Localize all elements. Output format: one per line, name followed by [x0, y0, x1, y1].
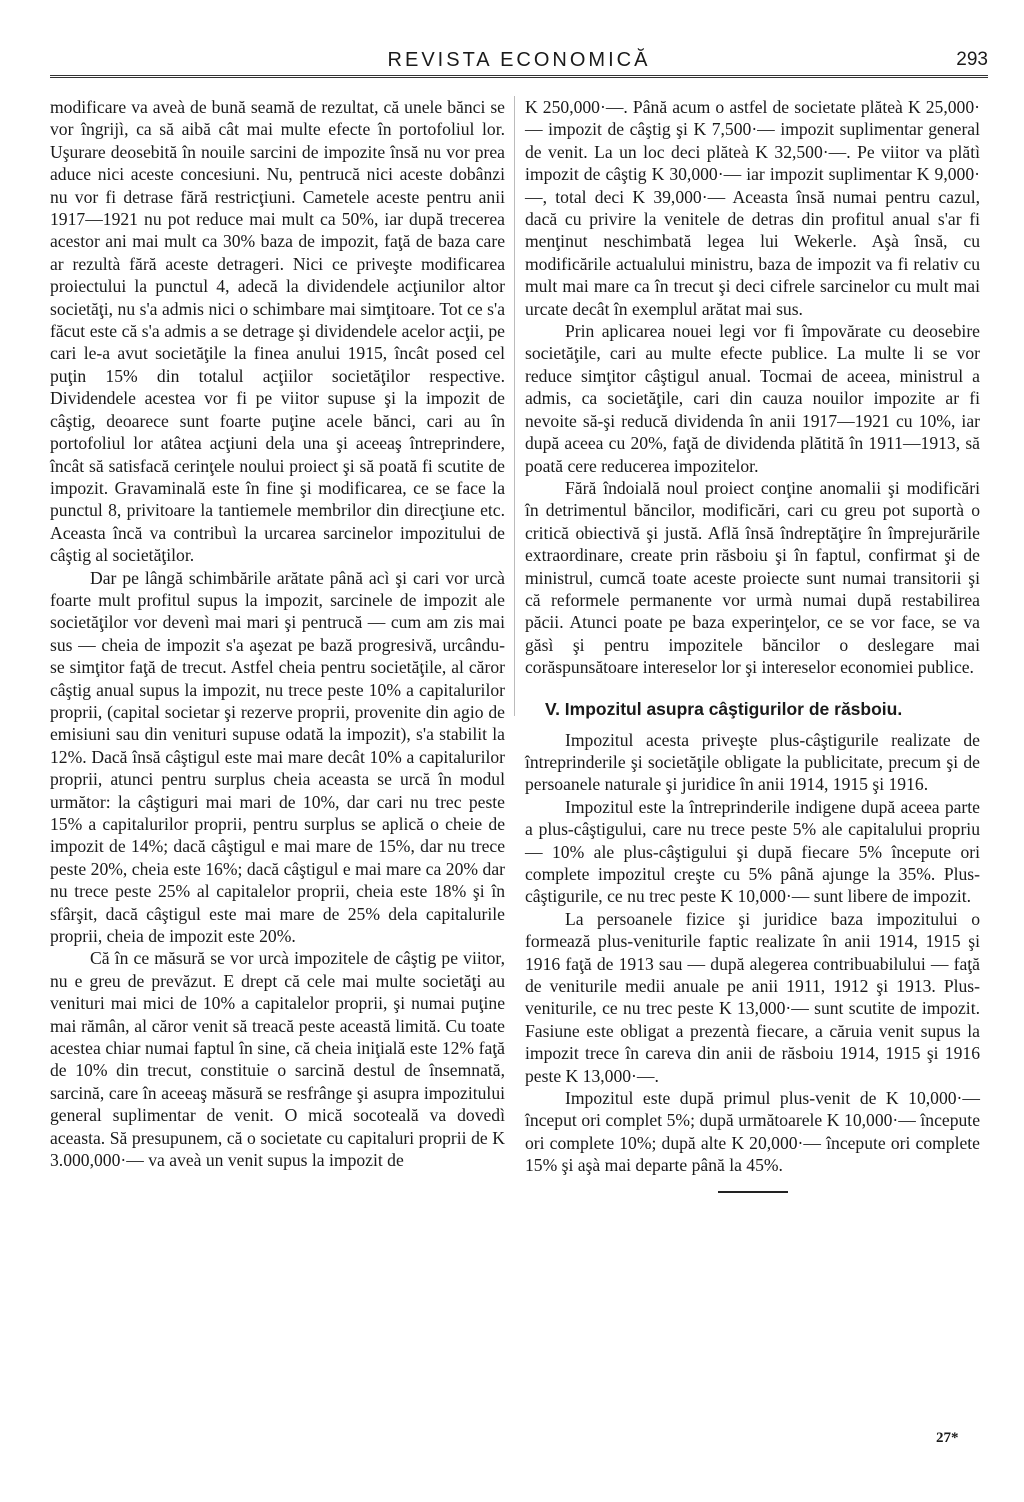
paragraph: Impozitul este după primul plus-venit de K 10,000·— început ori complet 5%; după următoarele K 10,000·— începute ori complete 10%; după alte K 20,000·— începute ori complete 15% şi aşà mai departe până la 45%.: [525, 1088, 980, 1176]
paragraph: modificare va aveà de bună seamă de rezultat, că unele bănci se vor îngrijì, ca să aibă cât mai multe efecte în portofoliul lor. Uşurare deosebită în nouile sarcini de impozite însă nu vor prea aduce nici aceste concesiuni. Nu, pentrucă nici aceste dobânzi nu vor fi detrase fără restricţiuni. Cametele aceste pentru anii 1917—1921 nu pot reduce mai mult ca 50%, iar după trecerea acestor ani mai mult ca 30% baza de impozit, faţă de baza care ar rezultà fără aceste detrageri. Nici ce priveşte modificarea proiectului la punctul 4, adecă la dividendele acţiunilor altor societăţi, nu s'a admis nici o schimbare mai simţitoare. Tot ce s'a făcut este că s'a admis a se detrage şi dividendele acelor acţii, pe cari le-a avut societăţile la finea anului 1915, încât posed cel puţin 15% din totalul acţiilor societăţilor respective. Dividendele acestea vor fi pe viitor supuse şi la impozit de câştig, deoarece sunt foarte puţine acele bănci, cari au în portofoliul lor atâtea acţiuni dela una şi aceeaş întreprindere, încât să satisfacă cerinţele noului proiect şi să poată fi scutite de impozit. Gravaminală este în fine şi modificarea, ce se face la punctul 8, privitoare la tantiemele membrilor din direcţiune etc. Aceasta încă va contribuì la urcarea sarcinelor impozitului de câştig al societăţilor.: [50, 97, 505, 566]
running-head: [50, 48, 988, 80]
paragraph: K 250,000·—. Până acum o astfel de societate plăteà K 25,000·— impozit de câştig şi K 7,500·— impozit suplimentar general de venit. La un loc deci plăteà K 32,500·—. Pe viitor va plătì impozit de câştig K 30,000·— iar impozit suplimentar K 9,000·—, total deci K 39,000·— Aceasta însă numai pentru cazul, dacă cu privire la venitele de detras din profitul anual s'ar fi menţinut neschimbată legea lui Wekerle. Aşà însă, cu modificările actualului ministru, baza de impozit va fi relativ cu mult mai mare ca în trecut şi deci cifrele sarcinelor cu mult mai urcate decât în exemplul arătat mai sus.: [525, 97, 980, 319]
left-column: [50, 96, 505, 1172]
sheet-signature: 27*: [936, 1430, 959, 1446]
header-rule: [50, 75, 988, 78]
paragraph: Impozitul acesta priveşte plus-câştigurile realizate de întreprinderile şi societăţile obligate la publicitate, precum şi de persoanele naturale şi juridice în anii 1914, 1915 şi 1916.: [525, 729, 980, 795]
paragraph: Impozitul este la întreprinderile indigene după aceea parte a plus-câştigului, care nu trece peste 5% ale capitalului propriu — 10% ale plus-câştigului şi după fiecare 5% începute ori complete impozitul creşte cu 5% până ajunge la 35%. Plus-câştigurile, ce nu trec peste K 10,000·— sunt libere de impozit.: [525, 796, 980, 907]
paragraph: La persoanele fizice şi juridice baza impozitului o formează plus-veniturile faptic realizate în anii 1914, 1915 şi 1916 faţă de 1913 sau — după alegerea contribuabilului — faţă de veniturile medii anuale pe anii 1911, 1912 şi 1913. Plus-veniturile, ce nu trec peste K 13,000·— sunt scutite de impozit. Fasiune este obligat a prezentà fiecare, a căruia venit supus la impozit trece în careva din anii de răsboiu 1914, 1915 şi 1916 peste K 13,000·—.: [525, 908, 980, 1086]
right-column: [525, 96, 980, 1193]
paragraph: Dar pe lângă schimbările arătate până acì şi cari vor urcà foarte mult profitul supus la impozit, sarcinele de impozit ale societăţilor vor devenì mai mari şi pentrucă — cum am zis mai sus — cheia de impozit s'a aşezat pe bază progresivă, urcându-se simţitor faţă de trecut. Astfel cheia pentru societăţile, al căror câştig anual supus la impozit, nu trece peste 10% a capitalurilor proprii, (capital societar şi rezerve proprii, provenite din agio de emisiuni sau din venituri supuse odată la impozit), s'a stabilit la 12%. Dacă însă câştigul este mai mare decât 10% a capitalurilor proprii, atunci pentru surplus cheia aceasta se urcă în modul următor: la câştiguri mai mari de 10%, dar cari nu trec peste 15% a capitalurilor proprii, pentru surplus se aplică o cheie de impozit de 14%; dacă câştigul e mai mare de 15%, dar nu trece peste 20%, cheia este 16%; dacă câştigul e mai mare ca 20% dar nu trece peste 25% al capitalelor proprii, cheia este 18% şi în sfârşit, dacă câştigul este mai mare de 25% dela capitalurile proprii, cheia de impozit este 20%.: [50, 567, 505, 947]
section-heading: V. Impozitul asupra câştigurilor de răsboiu.: [545, 698, 903, 719]
page-number: 293: [956, 49, 988, 70]
paragraph: Prin aplicarea nouei legi vor fi împovărate cu deosebire societăţile, cari au multe efecte publice. La multe li se vor reduce simţitor câştigul anual. Tocmai de aceea, ministrul a admis, ca societăţile, cari din cauza nouilor impozite ar fi nevoite să-şi reducă dividenda în anii 1917—1921 cu 10%, iar după aceea cu 20%, faţă de dividenda plătită în 1911—1913, să poată cere reducerea impozitelor.: [525, 321, 980, 476]
paragraph: Fără îndoială noul proiect conţine anomalii şi modificări în detrimentul băncilor, modificări, cari cu greu pot suportà o critică obiectivă şi justă. Află însă îndreptăţire în împrejurările extraordinare, create prin răsboiu şi în faptul, confirmat şi de ministrul, cumcă toate aceste proiecte sunt numai transitorii şi că reformele permanente vor urmà numai după restabilirea păcii. Atunci poate pe baza experinţelor, ce se vor face, se va găsì şi pentru impozitele băncilor o deslegare mai corăspunsătoare intereselor lor şi intereselor economiei publice.: [525, 477, 980, 678]
end-rule: [718, 1191, 788, 1193]
paragraph: Că în ce măsură se vor urcà impozitele de câştig pe viitor, nu e greu de prevăzut. E drept că cele mai multe societăţi au venituri mai mici de 10% a capitalelor proprii, şi numai puţine mai rămân, al căror venit să treacă peste această limită. Cu toate acestea chiar numai faptul în sine, că cheia iniţială este 12% faţă de 10% din trecut, constituie o sarcină destul de însemnată, sarcină, care în aceeaş măsură se resfrânge şi asupra impozitului general suplimentar de venit. O mică socoteală va dovedì aceasta. Să presupunem, că o societate cu capitaluri proprii de K 3.000,000·— va aveà un venit supus la impozit de: [50, 948, 505, 1171]
column-divider: [514, 96, 515, 716]
journal-title: REVISTA ECONOMICĂ: [387, 49, 651, 71]
